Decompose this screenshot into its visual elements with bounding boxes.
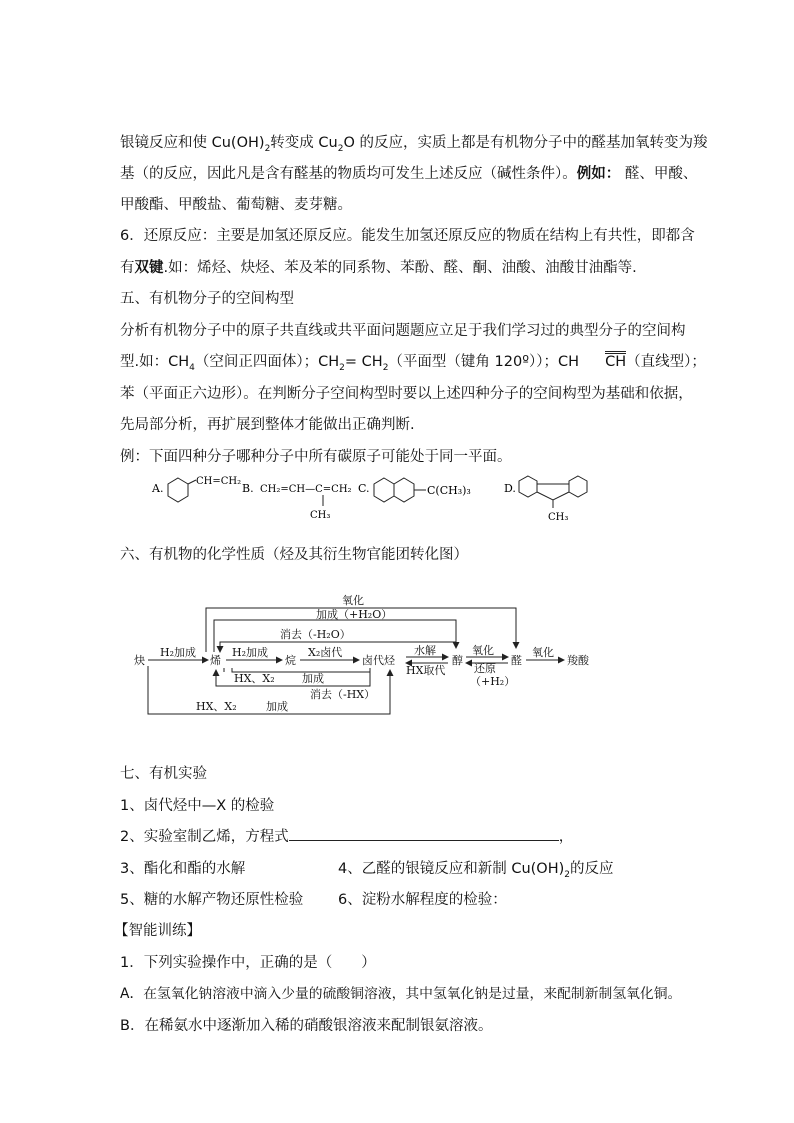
svg-text:加成（+H₂O）: 加成（+H₂O） <box>316 608 393 621</box>
node-alkyne: 炔 <box>134 654 145 667</box>
text-line-10: 例：下面四种分子哪种分子中所有碳原子可能处于同一平面。 <box>120 449 512 465</box>
svg-text:消去（-H₂O）: 消去（-H₂O） <box>280 628 351 641</box>
text-line-8: 苯（平面正六边形）。在判断分子空间构型时要以上述四种分子的空间构型为基础和依据， <box>120 386 693 402</box>
node-acid: 羧酸 <box>567 654 589 667</box>
text-line-2: 基（的反应，因此凡是含有醛基的物质均可发生上述反应（碱性条件）。例如： 醛、甲酸、 <box>120 166 698 182</box>
svg-text:CH₃: CH₃ <box>548 512 569 523</box>
molecule-structures <box>148 470 608 530</box>
molecule-c <box>358 478 471 502</box>
section-heading-7: 七、有机实验 <box>120 766 207 782</box>
option-b: B．在稀氨水中逐渐加入稀的硝酸银溶液来配制银氨溶液。 <box>120 1018 493 1034</box>
svg-text:HX、X₂: HX、X₂ <box>196 700 237 713</box>
section-heading-5: 五、有机物分子的空间构型 <box>120 291 294 307</box>
node-alcohol: 醇 <box>452 654 463 667</box>
svg-text:消去（-HX）: 消去（-HX） <box>310 688 376 701</box>
svg-text:X₂卤代: X₂卤代 <box>308 646 343 659</box>
molecule-a <box>151 476 241 502</box>
svg-text:氧化: 氧化 <box>342 594 364 607</box>
svg-text:CH=CH₂: CH=CH₂ <box>196 476 242 487</box>
text-line-1: 银镜反应和使 $Cu(OH)_2$转变成 $Cu_2O$ 的反应，实质上都是有机物分子中的醛基加氧转变为羧 <box>120 135 708 154</box>
node-alkane: 烷 <box>285 654 296 667</box>
svg-text:还原: 还原 <box>474 662 496 675</box>
experiment-4: 4、乙醛的银镜反应和新制 $Cu(OH)_2$的反应 <box>338 861 614 880</box>
svg-text:HX、X₂: HX、X₂ <box>234 672 275 685</box>
text-line-6: 分析有机物分子中的原子共直线或共平面问题题应立足于我们学习过的典型分子的空间构 <box>120 323 686 339</box>
svg-text:加成: 加成 <box>266 700 288 713</box>
svg-text:A.: A. <box>152 482 164 495</box>
svg-text:D.: D. <box>504 482 516 495</box>
question-1: 1．下列实验操作中，正确的是（ ） <box>120 955 376 971</box>
experiment-5: 5、糖的水解产物还原性检验 <box>120 892 304 908</box>
equation-blank <box>289 826 559 841</box>
benzene-ring-a <box>168 478 188 502</box>
training-heading: 【智能训练】 <box>114 923 201 939</box>
text-line-9: 先局部分析，再扩展到整体才能做出正确判断. <box>120 417 415 433</box>
svg-text:H₂加成: H₂加成 <box>160 646 197 659</box>
experiment-2: 2、实验室制乙烯，方程式 ， <box>120 825 573 846</box>
molecule-d <box>504 476 587 523</box>
svg-text:水解: 水解 <box>414 644 436 657</box>
text-line-7: 型.如：$CH_4$（空间正四面体）；$CH_2= CH_2$（平面型（键角 120º））；CH CH（直线型）； <box>120 350 706 373</box>
node-halide: 卤代烃 <box>362 654 395 667</box>
reaction-scheme <box>130 590 610 720</box>
svg-text:C(CH₃)₃: C(CH₃)₃ <box>427 484 471 497</box>
section-heading-6: 六、有机物的化学性质（烃及其衍生物官能团转化图） <box>120 547 468 563</box>
svg-text:CH₂=CH—C=CH₂: CH₂=CH—C=CH₂ <box>260 484 352 495</box>
molecule-b <box>242 482 352 521</box>
naphthalene-ring-1 <box>374 478 394 502</box>
node-aldehyde: 醛 <box>511 654 522 667</box>
text-line-4: 6．还原反应：主要是加氢还原反应。能发生加氢还原反应的物质在结构上有共性，即都含 <box>120 228 695 244</box>
triple-bond-ch: CH <box>605 351 626 370</box>
naphthalene-ring-2 <box>394 478 414 502</box>
svg-text:B.: B. <box>242 482 254 495</box>
text-line-3: 甲酸酯、甲酸盐、葡萄糖、麦芽糖。 <box>120 197 352 213</box>
svg-text:（+H₂）: （+H₂） <box>470 675 516 688</box>
svg-text:CH₃: CH₃ <box>310 510 331 521</box>
svg-text:氧化: 氧化 <box>532 646 554 659</box>
svg-text:加成: 加成 <box>302 672 324 685</box>
svg-text:H₂加成: H₂加成 <box>232 646 269 659</box>
experiment-row-3: 3、酯化和酯的水解 <box>120 861 246 877</box>
fluorene-ring-2 <box>569 476 587 497</box>
experiment-1: 1、卤代烃中—X 的检验 <box>120 798 275 814</box>
text-line-5: 有双键.如：烯烃、炔烃、苯及苯的同系物、苯酚、醛、酮、油酸、油酸甘油酯等. <box>120 260 637 276</box>
fluorene-ring-1 <box>519 476 537 497</box>
svg-text:氧化: 氧化 <box>472 644 494 657</box>
experiment-6: 6、淀粉水解程度的检验： <box>338 892 507 908</box>
option-a: A．在氢氧化钠溶液中滴入少量的硫酸铜溶液，其中氢氧化钠是过量，来配制新制氢氧化铜。 <box>120 986 682 1002</box>
svg-text:C.: C. <box>358 482 370 495</box>
node-alkene: 烯 <box>210 654 221 667</box>
svg-text:HX取代: HX取代 <box>406 664 446 677</box>
